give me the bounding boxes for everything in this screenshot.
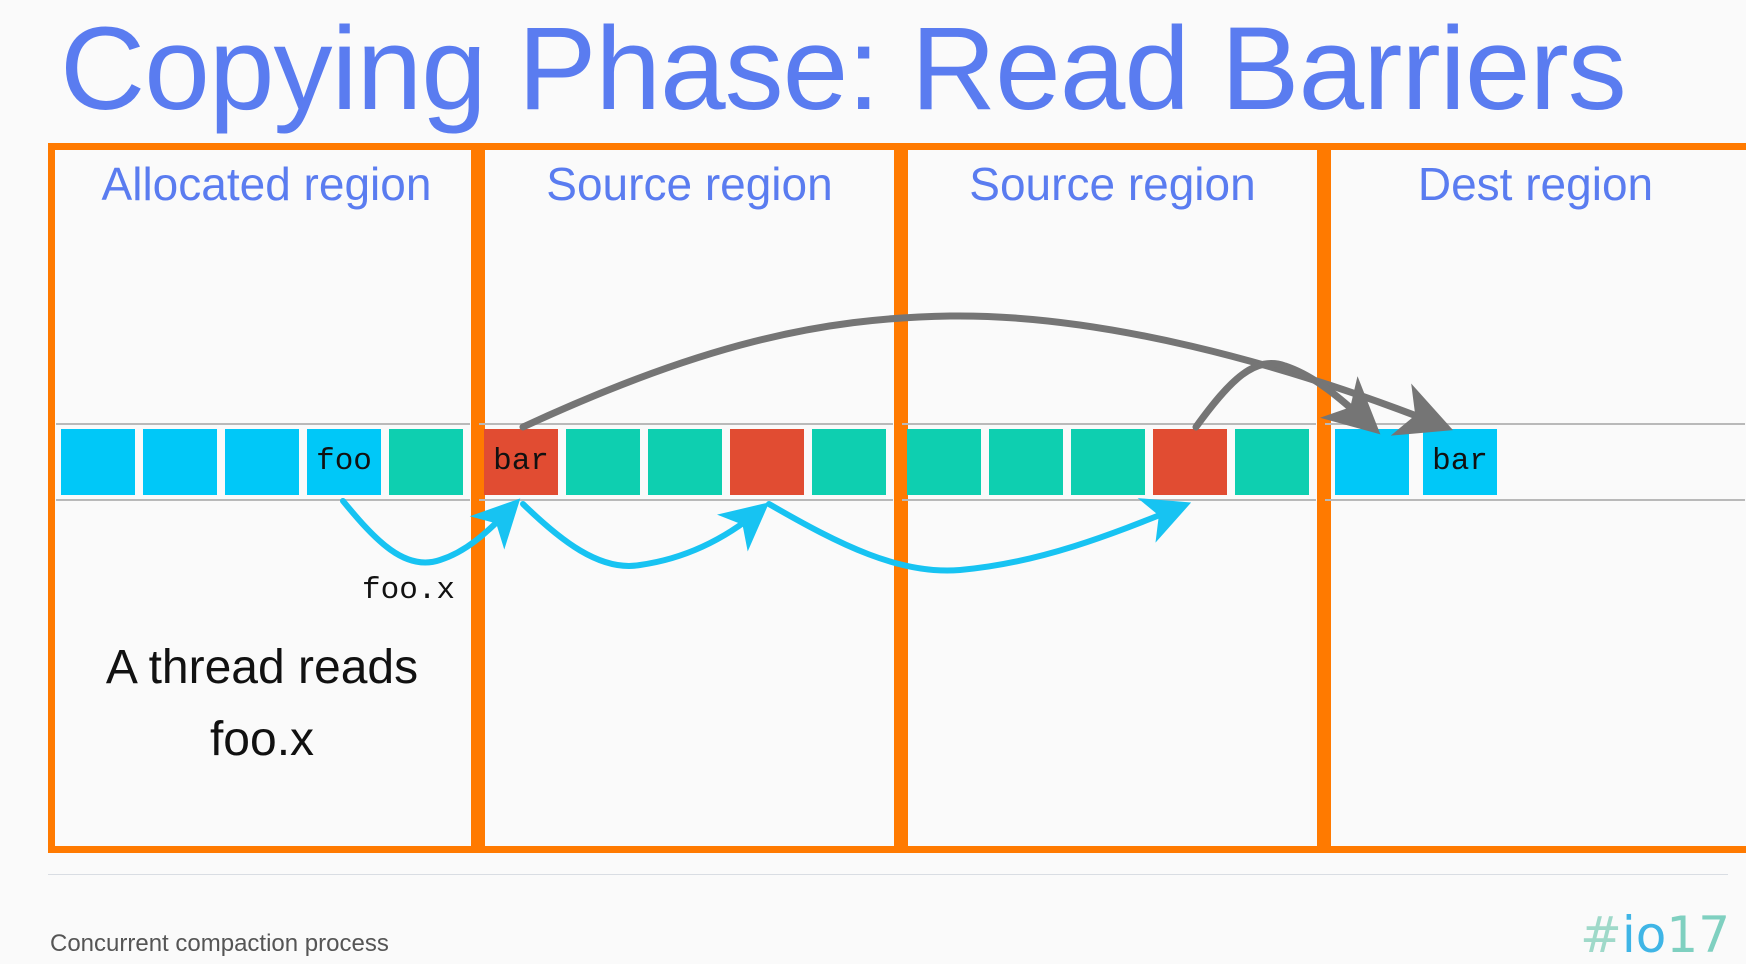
field-access-label: foo.x [362,573,456,608]
logo-number: 17 [1666,906,1731,964]
object-cell-bar-source: bar [484,429,558,495]
region-label-source-1: Source region [546,158,833,210]
read-arrow-red-to-red [769,504,1180,571]
io17-logo [1580,908,1730,963]
read-arrow-bar-to-red [523,504,760,566]
object-cell-bar-dest: bar [1423,429,1497,495]
slide-title: Copying Phase: Read Barriers [60,3,1626,135]
read-arrow-foo-to-bar [343,501,512,563]
object-cell-foo: foo [307,429,381,495]
footer-divider [48,874,1728,875]
footer-caption: Concurrent compaction process [50,930,389,957]
logo-io: io [1621,906,1667,964]
region-label-dest: Dest region [1417,158,1654,210]
description-line-1: A thread reads [105,641,419,694]
logo-hash: # [1580,906,1622,964]
region-label-allocated: Allocated region [101,158,432,210]
description-line-2: foo.x [209,713,315,766]
region-label-source-2: Source region [969,158,1256,210]
